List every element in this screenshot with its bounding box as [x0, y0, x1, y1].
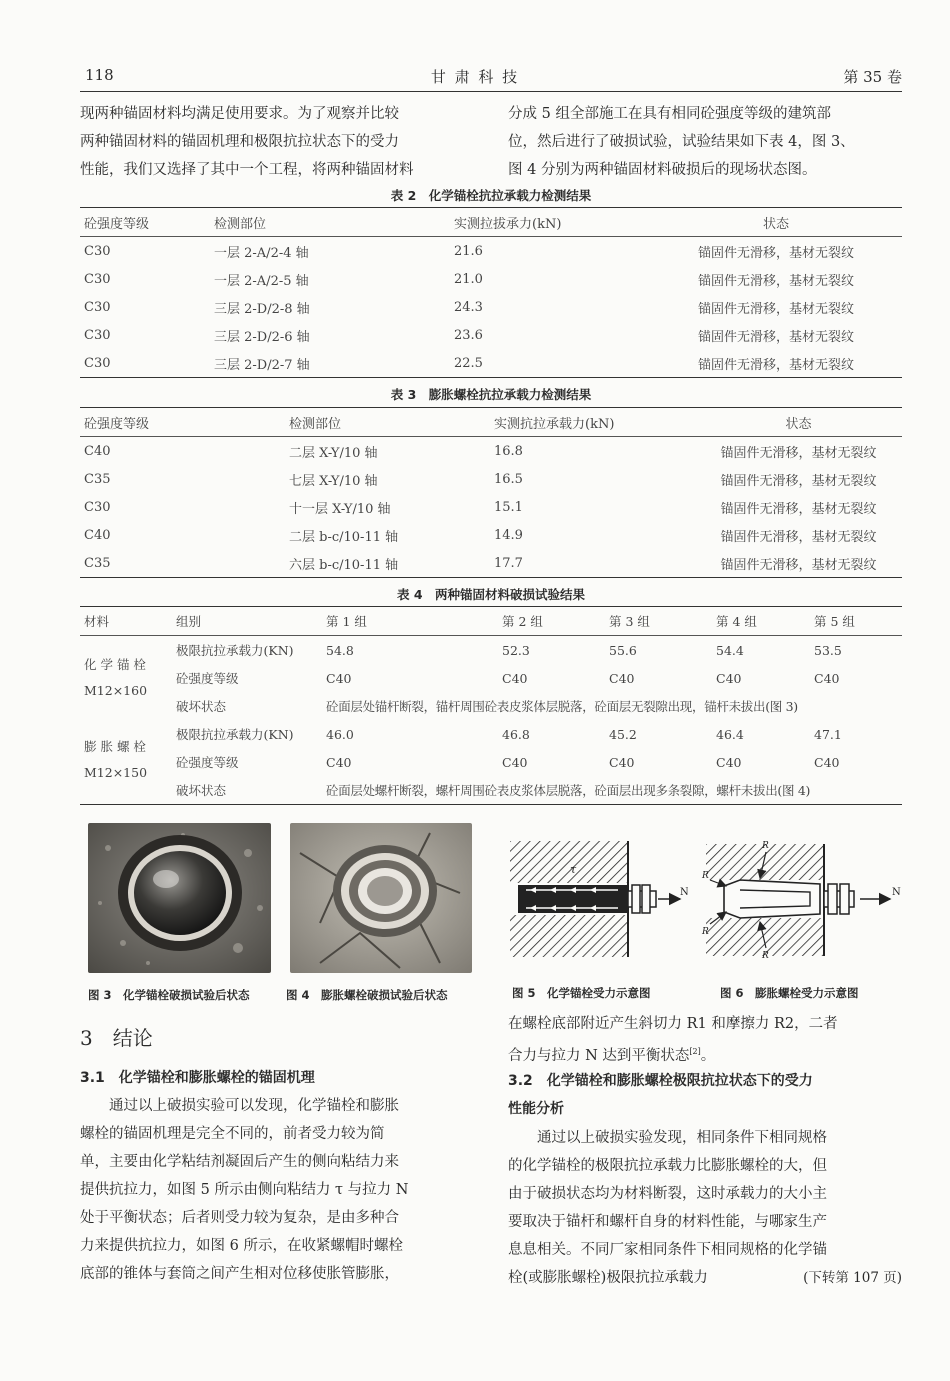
row-label: 砼强度等级 — [176, 755, 239, 770]
table3-header-cell: 砼强度等级 — [80, 408, 285, 437]
row-label: 极限抗拉承载力(KN) — [176, 727, 294, 742]
table-row — [80, 237, 902, 266]
fig3-caption: 图 3 化学锚栓破损试验后状态 — [88, 988, 250, 1002]
table-row — [80, 720, 902, 748]
text-line: 的化学锚栓的极限抗拉承载力比膨胀螺栓的大，但 — [508, 1158, 827, 1174]
table-cell: C30 — [84, 299, 111, 315]
subsection-title-3-2 — [508, 1067, 902, 1123]
table-cell: C40 — [326, 754, 352, 770]
text-span: 。 — [700, 1047, 716, 1064]
table-cell: C30 — [84, 355, 111, 371]
table-cell: 55.6 — [609, 642, 637, 658]
table-cell: 16.8 — [494, 443, 523, 459]
table-cell: 锚固件无滑移，基材无裂纹 — [697, 273, 854, 289]
fig4-photo — [290, 823, 472, 973]
table-cell: 七层 X-Y/10 轴 — [289, 473, 378, 489]
table-cell: 54.4 — [716, 642, 744, 658]
text-span: 合力与拉力 N 达到平衡状态 — [508, 1047, 690, 1064]
table-row — [80, 521, 902, 549]
table-row — [80, 549, 902, 578]
section32-body — [508, 1124, 902, 1292]
table4-header-cell: 材料 — [80, 607, 172, 636]
table-cell: 锚固件无滑移，基材无裂纹 — [720, 501, 877, 517]
table-row — [80, 692, 902, 720]
text-line: 通过以上破损实验可以发现，化学锚栓和膨胀 — [109, 1098, 399, 1114]
text-line: 3.2 化学锚栓和膨胀螺栓极限抗拉状态下的受力 — [508, 1073, 813, 1089]
table-cell: C40 — [502, 670, 528, 686]
table3-header-cell: 实测抗拉承载力(kN) — [490, 408, 695, 437]
table-cell: 锚固件无滑移，基材无裂纹 — [720, 445, 877, 461]
text-line: 单，主要由化学粘结剂凝固后产生的侧向粘结力来 — [80, 1154, 399, 1170]
table-cell: 六层 b-c/10-11 轴 — [289, 557, 399, 573]
table2-header-cell: 状态 — [650, 208, 902, 237]
table3-caption: 表 3 膨胀螺栓抗拉承载力检测结果 — [390, 387, 592, 402]
reference-mark: [2] — [689, 1047, 701, 1056]
table-cell: 15.1 — [494, 499, 523, 515]
table4-header-cell: 第 1 组 — [322, 607, 498, 636]
table2-header-cell: 实测拉拔承力(kN) — [450, 208, 650, 237]
text-line: 处于平衡状态；后者则受力较为复杂，是由多种合 — [80, 1210, 399, 1226]
table-cell: 54.8 — [326, 642, 354, 658]
table-cell: C40 — [502, 754, 528, 770]
row-label: 砼强度等级 — [176, 671, 239, 686]
table4-caption: 表 4 两种锚固材料破损试验结果 — [396, 587, 586, 602]
table2-caption: 表 2 化学锚栓抗拉承载力检测结果 — [390, 188, 592, 203]
table-cell: C40 — [84, 443, 111, 459]
table3-header-row — [80, 408, 902, 437]
subsection-title-3-1: 3.1 化学锚栓和膨胀螺栓的锚固机理 — [80, 1070, 315, 1086]
table-cell: 52.3 — [502, 642, 530, 658]
table-row — [80, 321, 902, 349]
right-continuation — [508, 1010, 902, 1070]
table-cell: 锚固件无滑移，基材无裂纹 — [697, 301, 854, 317]
text-span: 栓(或膨胀螺栓)极限抗拉承载力 — [508, 1270, 708, 1286]
table-cell: C30 — [84, 499, 111, 515]
table-cell: C35 — [84, 555, 111, 571]
table-cell: C30 — [84, 327, 111, 343]
table-cell: C30 — [84, 271, 111, 287]
failure-state: 砼面层处螺杆断裂，螺杆周围砼表皮浆体层脱落，砼面层出现多条裂隙，螺杆未拔出(图 4) — [326, 783, 811, 798]
table-cell: 一层 2-A/2-5 轴 — [214, 273, 309, 289]
text-line: 要取决于锚杆和螺杆自身的材料性能，与哪家生产 — [508, 1214, 827, 1230]
fig6-label: R — [762, 951, 769, 961]
text-line: 在螺栓底部附近产生斜切力 R1 和摩擦力 R2，二者 — [508, 1016, 838, 1032]
table-cell: 锚固件无滑移，基材无裂纹 — [720, 529, 877, 545]
table-cell: 二层 b-c/10-11 轴 — [289, 529, 399, 545]
table2-header-cell: 检测部位 — [210, 208, 450, 237]
table-cell: 三层 2-D/2-8 轴 — [214, 301, 310, 317]
header-rule — [80, 91, 902, 92]
fig6-n-label: N — [892, 887, 901, 898]
fig6-label: R — [702, 871, 709, 881]
table-cell: 一层 2-A/2-4 轴 — [214, 245, 309, 261]
table-cell: 45.2 — [609, 726, 637, 742]
fig6-label: R — [762, 841, 769, 851]
table-cell: 十一层 X-Y/10 轴 — [289, 501, 391, 517]
table-cell: 锚固件无滑移，基材无裂纹 — [697, 245, 854, 261]
text-line: 性能分析 — [508, 1101, 564, 1117]
table-row — [80, 776, 902, 805]
text-line: 性能，我们又选择了其中一个工程，将两种锚固材料 — [80, 162, 414, 178]
table-row — [80, 664, 902, 692]
fig5-diagram — [508, 833, 688, 968]
material-cell-chemical — [80, 636, 172, 721]
table-cell: 锚固件无滑移，基材无裂纹 — [697, 357, 854, 373]
row-label: 破坏状态 — [176, 699, 227, 714]
table2-header-cell: 砼强度等级 — [80, 208, 210, 237]
fig6-caption: 图 6 膨胀螺栓受力示意图 — [720, 986, 859, 1000]
table3 — [80, 407, 902, 578]
text-line: 螺栓的锚固机理是完全不同的，前者受力较为简 — [80, 1126, 385, 1142]
fig5-tau-label: τ — [570, 863, 577, 876]
table-cell: 46.8 — [502, 726, 530, 742]
table-row — [80, 437, 902, 466]
table-cell: 46.0 — [326, 726, 354, 742]
table4 — [80, 606, 902, 805]
fig5-caption: 图 5 化学锚栓受力示意图 — [512, 986, 651, 1000]
table-row — [80, 748, 902, 776]
material-cell-expansion — [80, 720, 172, 805]
table-cell: 锚固件无滑移，基材无裂纹 — [720, 473, 877, 489]
table-cell: C40 — [814, 754, 840, 770]
table-cell: C40 — [716, 670, 742, 686]
table-cell: 二层 X-Y/10 轴 — [289, 445, 378, 461]
fig6-diagram — [700, 830, 902, 970]
table-cell: 53.5 — [814, 642, 842, 658]
table-cell: 锚固件无滑移，基材无裂纹 — [697, 329, 854, 345]
row-label: 破坏状态 — [176, 783, 227, 798]
material-name: 膨 胀 螺 栓 — [84, 739, 146, 754]
text-line: 图 4 分别为两种锚固材料破损后的现场状态图。 — [508, 162, 817, 178]
table2-header-row — [80, 208, 902, 237]
text-line: 位，然后进行了破损试验，试验结果如下表 4，图 3、 — [508, 134, 855, 150]
table3-header-cell: 状态 — [695, 408, 902, 437]
table-cell: 16.5 — [494, 471, 523, 487]
table-cell: 17.7 — [494, 555, 523, 571]
table-cell: C40 — [84, 527, 111, 543]
table4-header-cell: 第 4 组 — [712, 607, 810, 636]
table-cell: 21.6 — [454, 243, 483, 259]
page-number: 118 — [85, 66, 114, 84]
text-line: 底部的锥体与套筒之间产生相对位移使胀管膨胀， — [80, 1266, 399, 1282]
table-row — [80, 636, 902, 665]
text-line: 提供抗拉力，如图 5 所示由侧向粘结力 τ 与拉力 N — [80, 1182, 409, 1198]
text-line: 分成 5 组全部施工在具有相同砼强度等级的建筑部 — [508, 106, 831, 122]
table4-header-cell: 第 3 组 — [605, 607, 712, 636]
table-row — [80, 293, 902, 321]
text-line: 现两种锚固材料均满足使用要求。为了观察并比较 — [80, 106, 399, 122]
volume-label: 第 35 卷 — [843, 68, 902, 86]
fig6-label: R — [702, 927, 709, 937]
table-cell: C40 — [326, 670, 352, 686]
table-cell: 47.1 — [814, 726, 842, 742]
fig3-photo — [88, 823, 271, 973]
table3-header-cell: 检测部位 — [285, 408, 490, 437]
text-line — [508, 1038, 902, 1070]
intro-right-column — [508, 100, 902, 184]
material-spec: M12×150 — [84, 765, 148, 780]
material-spec: M12×160 — [84, 683, 148, 698]
table-cell: C40 — [609, 754, 635, 770]
text-line: 息息相关。不同厂家相同条件下相同规格的化学锚 — [508, 1242, 827, 1258]
section-title: 3 结论 — [80, 1026, 153, 1050]
table-cell: 21.0 — [454, 271, 483, 287]
table-cell: 46.4 — [716, 726, 744, 742]
table-row — [80, 349, 902, 378]
table-cell: C30 — [84, 243, 111, 259]
continued-note: (下转第 107 页) — [803, 1270, 902, 1286]
table-cell: 锚固件无滑移，基材无裂纹 — [720, 557, 877, 573]
table4-header-cell: 第 5 组 — [810, 607, 902, 636]
intro-left-column — [80, 100, 480, 184]
text-line: 通过以上破损实验发现，相同条件下相同规格 — [537, 1130, 827, 1146]
failure-state: 砼面层处锚杆断裂，锚杆周围砼表皮浆体层脱落，砼面层无裂隙出现，锚杆未拔出(图 3) — [326, 699, 798, 714]
table-cell: C40 — [609, 670, 635, 686]
table-cell: 22.5 — [454, 355, 483, 371]
fig4-caption: 图 4 膨胀螺栓破损试验后状态 — [286, 988, 448, 1002]
text-line — [508, 1264, 902, 1292]
text-line: 两种锚固材料的锚固机理和极限抗拉状态下的受力 — [80, 134, 399, 150]
table-row — [80, 493, 902, 521]
table-row — [80, 265, 902, 293]
table-cell: C40 — [716, 754, 742, 770]
row-label: 极限抗拉承载力(KN) — [176, 643, 294, 658]
text-line: 力来提供抗拉力，如图 6 所示，在收紧螺帽时螺栓 — [80, 1238, 403, 1254]
table4-header-row — [80, 607, 902, 636]
table2 — [80, 207, 902, 378]
material-name: 化 学 锚 栓 — [84, 657, 146, 672]
table-cell: 24.3 — [454, 299, 483, 315]
table4-header-cell: 第 2 组 — [498, 607, 605, 636]
table-cell: 三层 2-D/2-6 轴 — [214, 329, 310, 345]
table-cell: C35 — [84, 471, 111, 487]
table-cell: 14.9 — [494, 527, 523, 543]
text-line: 由于破损状态均为材料断裂，这时承载力的大小主 — [508, 1186, 827, 1202]
section31-body — [80, 1092, 480, 1288]
journal-title: 甘 肃 科 技 — [430, 68, 520, 86]
table-cell: 三层 2-D/2-7 轴 — [214, 357, 310, 373]
fig5-n-label: N — [680, 887, 688, 898]
table-row — [80, 465, 902, 493]
table-cell: C40 — [814, 670, 840, 686]
table-cell: 23.6 — [454, 327, 483, 343]
table4-header-cell: 组别 — [172, 607, 322, 636]
